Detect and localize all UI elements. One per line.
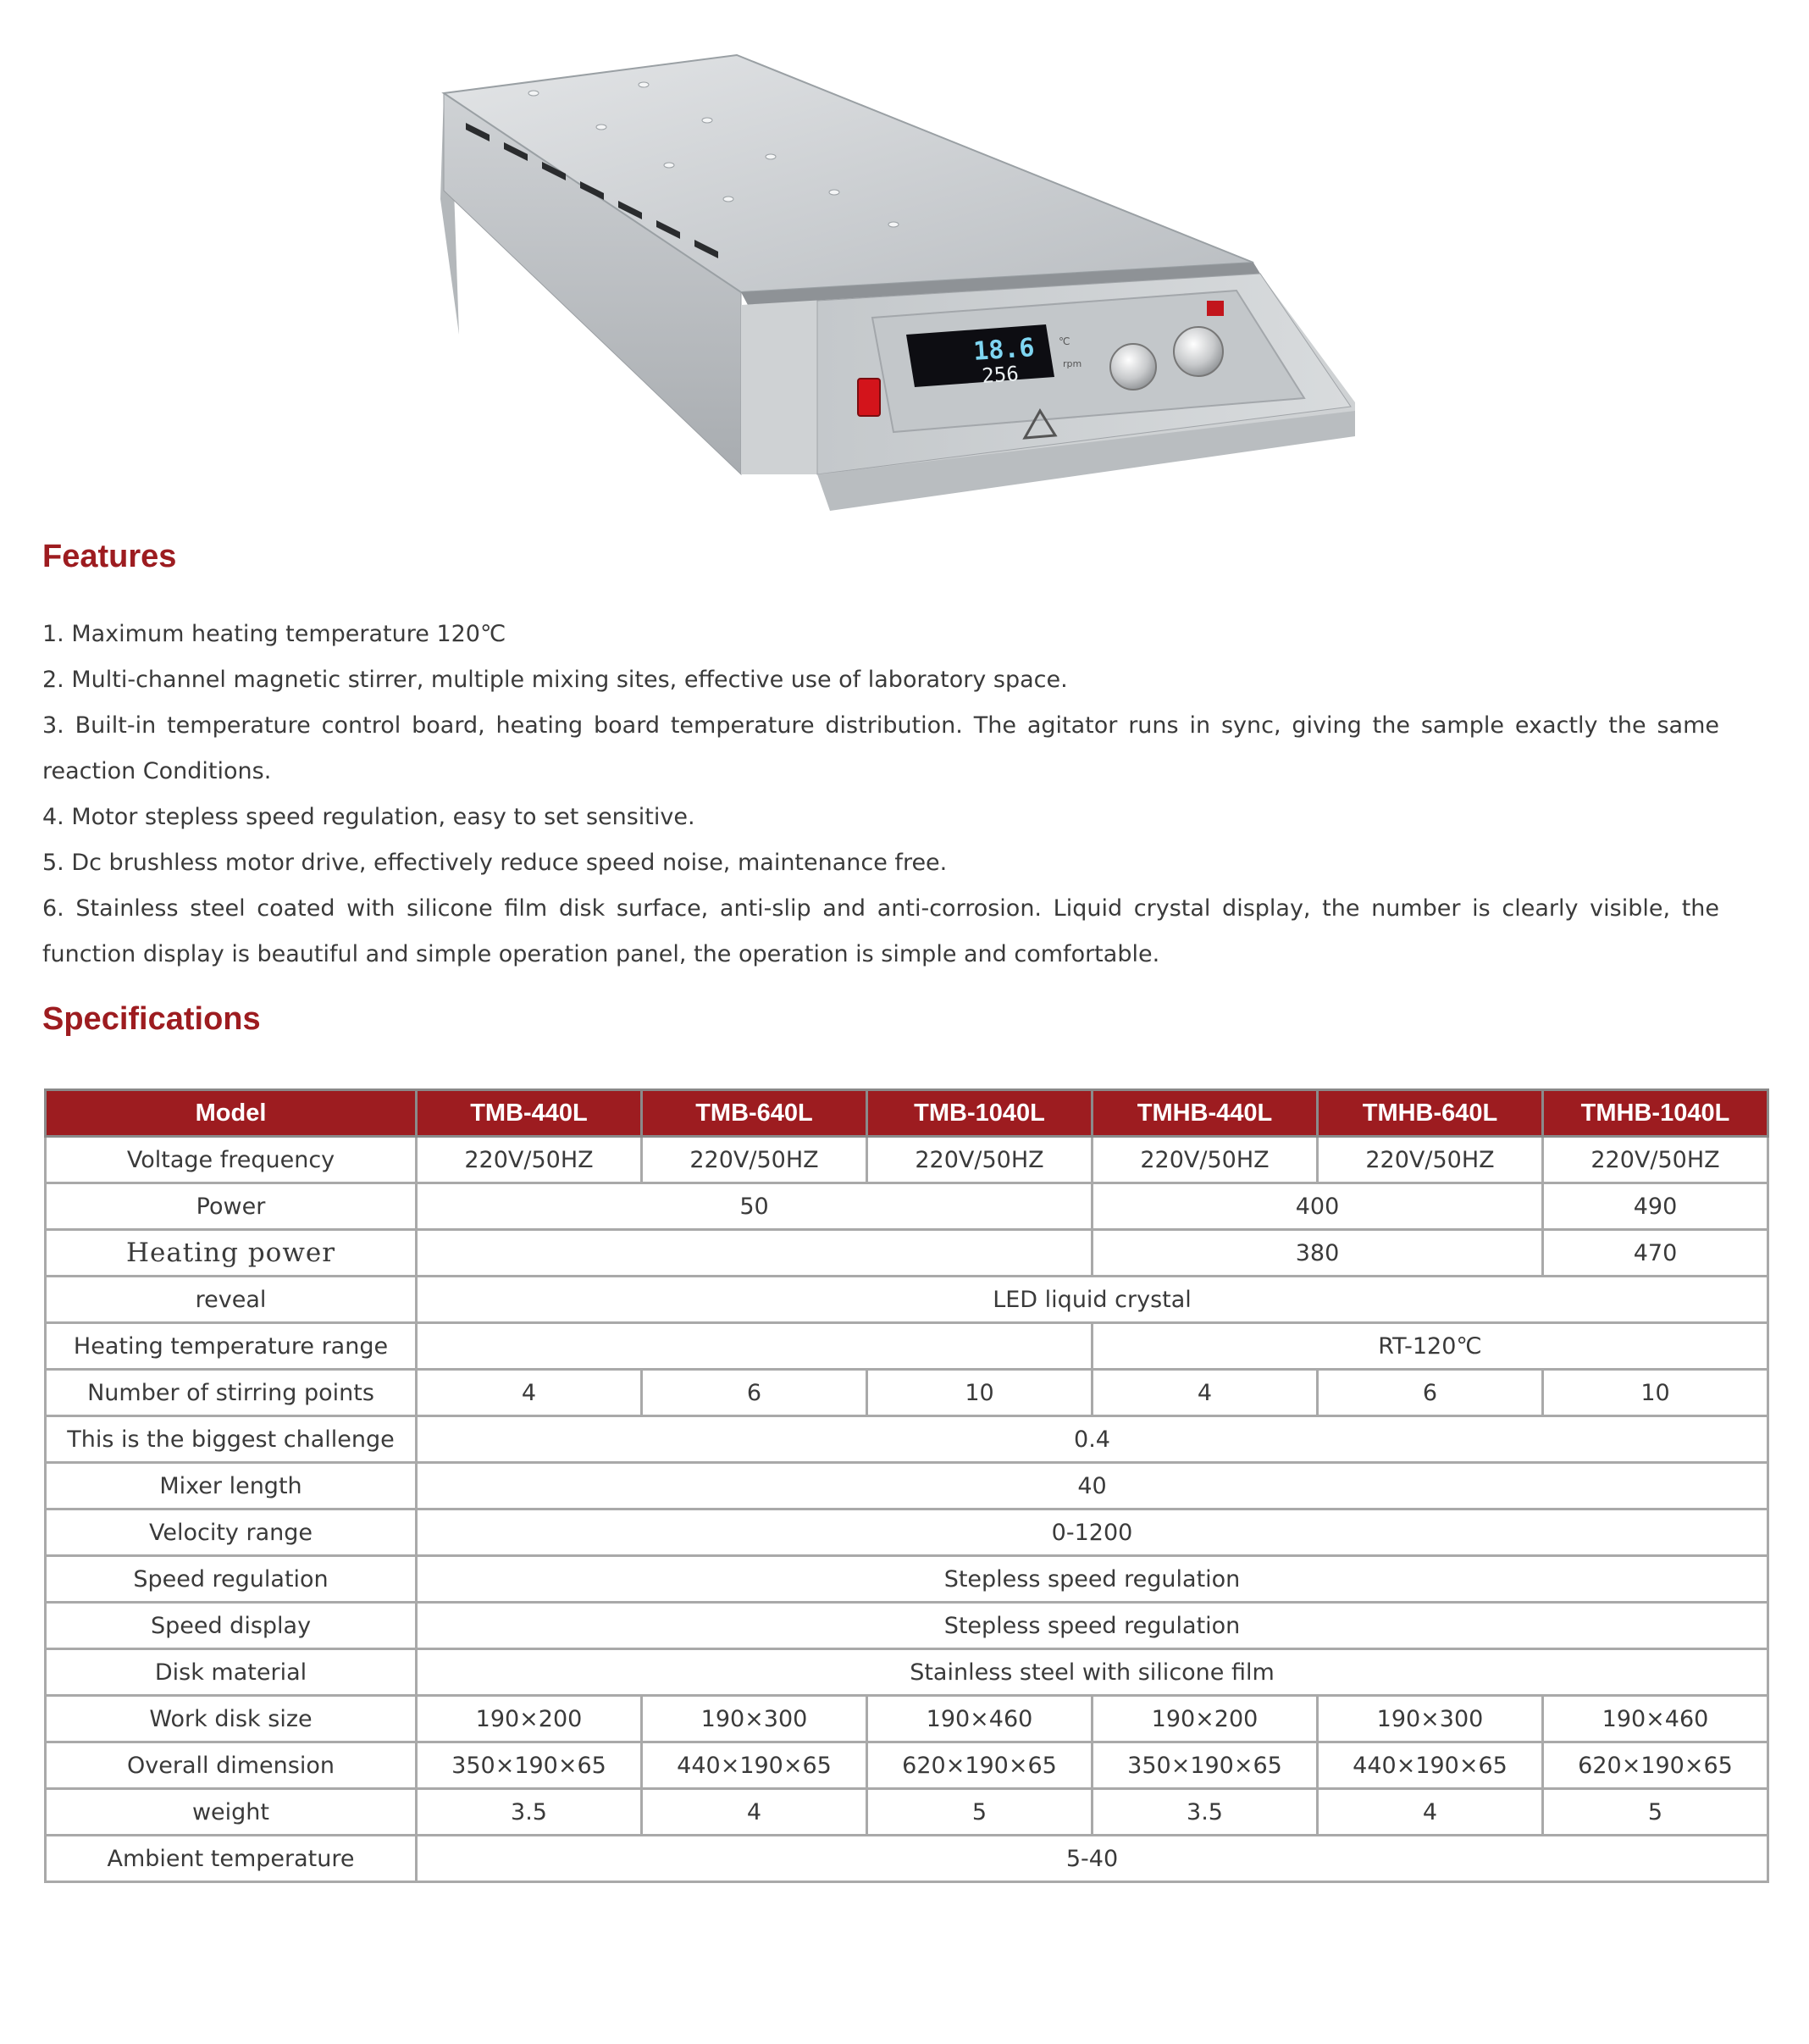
feature-item: 4. Motor stepless speed regulation, easy to set sensitive. — [42, 804, 695, 830]
table-cell: 350×190×65 — [1093, 1742, 1318, 1789]
table-cell: 3.5 — [417, 1789, 642, 1836]
table-row — [46, 1137, 1768, 1183]
table-cell: 190×460 — [1543, 1696, 1768, 1742]
table-cell: 4 — [417, 1370, 642, 1416]
table-row — [46, 1649, 1768, 1696]
table-row — [46, 1603, 1768, 1649]
table-cell: 220V/50HZ — [1318, 1137, 1543, 1183]
table-cell: 190×300 — [642, 1696, 867, 1742]
table-cell: 440×190×65 — [642, 1742, 867, 1789]
table-cell: 10 — [867, 1370, 1093, 1416]
row-label: Number of stirring points — [46, 1370, 417, 1416]
table-cell — [417, 1323, 1093, 1370]
table-cell: 220V/50HZ — [417, 1137, 642, 1183]
header-cell: TMB-1040L — [867, 1090, 1093, 1137]
table-cell: Stepless speed regulation — [417, 1556, 1768, 1603]
row-label: Power — [46, 1183, 417, 1230]
speed-unit-label: rpm — [1063, 358, 1082, 369]
table-cell: 190×300 — [1318, 1696, 1543, 1742]
temp-unit-label: ℃ — [1059, 335, 1070, 347]
table-cell: 400 — [1093, 1183, 1543, 1230]
table-row — [46, 1556, 1768, 1603]
table-cell: LED liquid crystal — [417, 1277, 1768, 1323]
table-row — [46, 1370, 1768, 1416]
row-label: Ambient temperature — [46, 1836, 417, 1882]
table-cell: 6 — [1318, 1370, 1543, 1416]
header-cell: TMB-440L — [417, 1090, 642, 1137]
row-label: Heating power — [46, 1230, 417, 1277]
table-row — [46, 1789, 1768, 1836]
row-label: Work disk size — [46, 1696, 417, 1742]
feature-item: 6. Stainless steel coated with silicone film disk surface, anti-slip and anti-corrosion. Liquid crystal display, the number is clearly visible, the function display is beautiful and simple operation panel, the operation is simple and comfortable. — [42, 895, 1719, 967]
table-cell: 5 — [1543, 1789, 1768, 1836]
table-row — [46, 1836, 1768, 1882]
table-cell: Stepless speed regulation — [417, 1603, 1768, 1649]
stir-knob-icon — [1174, 327, 1223, 376]
table-cell: 490 — [1543, 1183, 1768, 1230]
specifications-heading: Specifications — [42, 1001, 261, 1037]
row-label: Voltage frequency — [46, 1137, 417, 1183]
table-cell: 4 — [1093, 1370, 1318, 1416]
table-cell: 6 — [642, 1370, 867, 1416]
table-cell: 220V/50HZ — [1093, 1137, 1318, 1183]
row-label: weight — [46, 1789, 417, 1836]
table-row — [46, 1463, 1768, 1509]
row-label: Overall dimension — [46, 1742, 417, 1789]
table-cell: 4 — [1318, 1789, 1543, 1836]
power-switch-icon — [858, 379, 880, 416]
row-label: Mixer length — [46, 1463, 417, 1509]
header-cell: TMHB-440L — [1093, 1090, 1318, 1137]
product-image — [432, 47, 1364, 529]
table-cell: 0.4 — [417, 1416, 1768, 1463]
table-cell: 5-40 — [417, 1836, 1768, 1882]
feature-item: 5. Dc brushless motor drive, effectively reduce speed noise, maintenance free. — [42, 850, 948, 876]
table-row — [46, 1230, 1768, 1277]
table-cell: 220V/50HZ — [642, 1137, 867, 1183]
table-cell — [417, 1230, 1093, 1277]
table-row — [46, 1696, 1768, 1742]
table-row — [46, 1323, 1768, 1370]
table-cell: 4 — [642, 1789, 867, 1836]
table-cell: 0-1200 — [417, 1509, 1768, 1556]
table-header-row — [46, 1090, 1768, 1137]
table-cell: 620×190×65 — [1543, 1742, 1768, 1789]
features-heading: Features — [42, 539, 177, 574]
row-label: Heating temperature range — [46, 1323, 417, 1370]
table-row — [46, 1416, 1768, 1463]
brand-logo-icon — [1207, 301, 1224, 316]
table-cell: 220V/50HZ — [1543, 1137, 1768, 1183]
table-cell: 190×200 — [1093, 1696, 1318, 1742]
table-row — [46, 1742, 1768, 1789]
header-cell: TMHB-1040L — [1543, 1090, 1768, 1137]
table-cell: Stainless steel with silicone film — [417, 1649, 1768, 1696]
row-label: Speed display — [46, 1603, 417, 1649]
table-cell: 220V/50HZ — [867, 1137, 1093, 1183]
table-cell: 350×190×65 — [417, 1742, 642, 1789]
table-cell: 40 — [417, 1463, 1768, 1509]
row-label: This is the biggest challenge — [46, 1416, 417, 1463]
header-cell: TMHB-640L — [1318, 1090, 1543, 1137]
table-cell: 3.5 — [1093, 1789, 1318, 1836]
header-cell: TMB-640L — [642, 1090, 867, 1137]
features-list — [42, 612, 1719, 978]
feature-item: 2. Multi-channel magnetic stirrer, multiple mixing sites, effective use of laboratory space. — [42, 667, 1068, 693]
table-cell: 5 — [867, 1789, 1093, 1836]
table-cell: 440×190×65 — [1318, 1742, 1543, 1789]
table-cell: 10 — [1543, 1370, 1768, 1416]
table-cell: 470 — [1543, 1230, 1768, 1277]
table-row — [46, 1277, 1768, 1323]
row-label: Speed regulation — [46, 1556, 417, 1603]
table-cell: 620×190×65 — [867, 1742, 1093, 1789]
lcd-speed-readout: 256 — [981, 362, 1020, 388]
table-row — [46, 1183, 1768, 1230]
table-cell: 380 — [1093, 1230, 1543, 1277]
table-cell: 50 — [417, 1183, 1093, 1230]
table-cell: RT-120℃ — [1093, 1323, 1768, 1370]
row-label: Disk material — [46, 1649, 417, 1696]
table-cell: 190×460 — [867, 1696, 1093, 1742]
feature-item: 1. Maximum heating temperature 120℃ — [42, 621, 506, 647]
row-label: reveal — [46, 1277, 417, 1323]
table-cell: 190×200 — [417, 1696, 642, 1742]
lcd-temp-readout: 18.6 — [972, 333, 1036, 367]
row-label: Velocity range — [46, 1509, 417, 1556]
specifications-table — [44, 1088, 1769, 1883]
magnetic-stirrer-illustration — [432, 47, 1364, 529]
feature-item: 3. Built-in temperature control board, heating board temperature distribution. The agitator runs in sync, giving the sample exactly the same reaction Conditions. — [42, 712, 1719, 784]
heat-knob-icon — [1110, 344, 1156, 390]
table-row — [46, 1509, 1768, 1556]
header-cell: Model — [46, 1090, 417, 1137]
